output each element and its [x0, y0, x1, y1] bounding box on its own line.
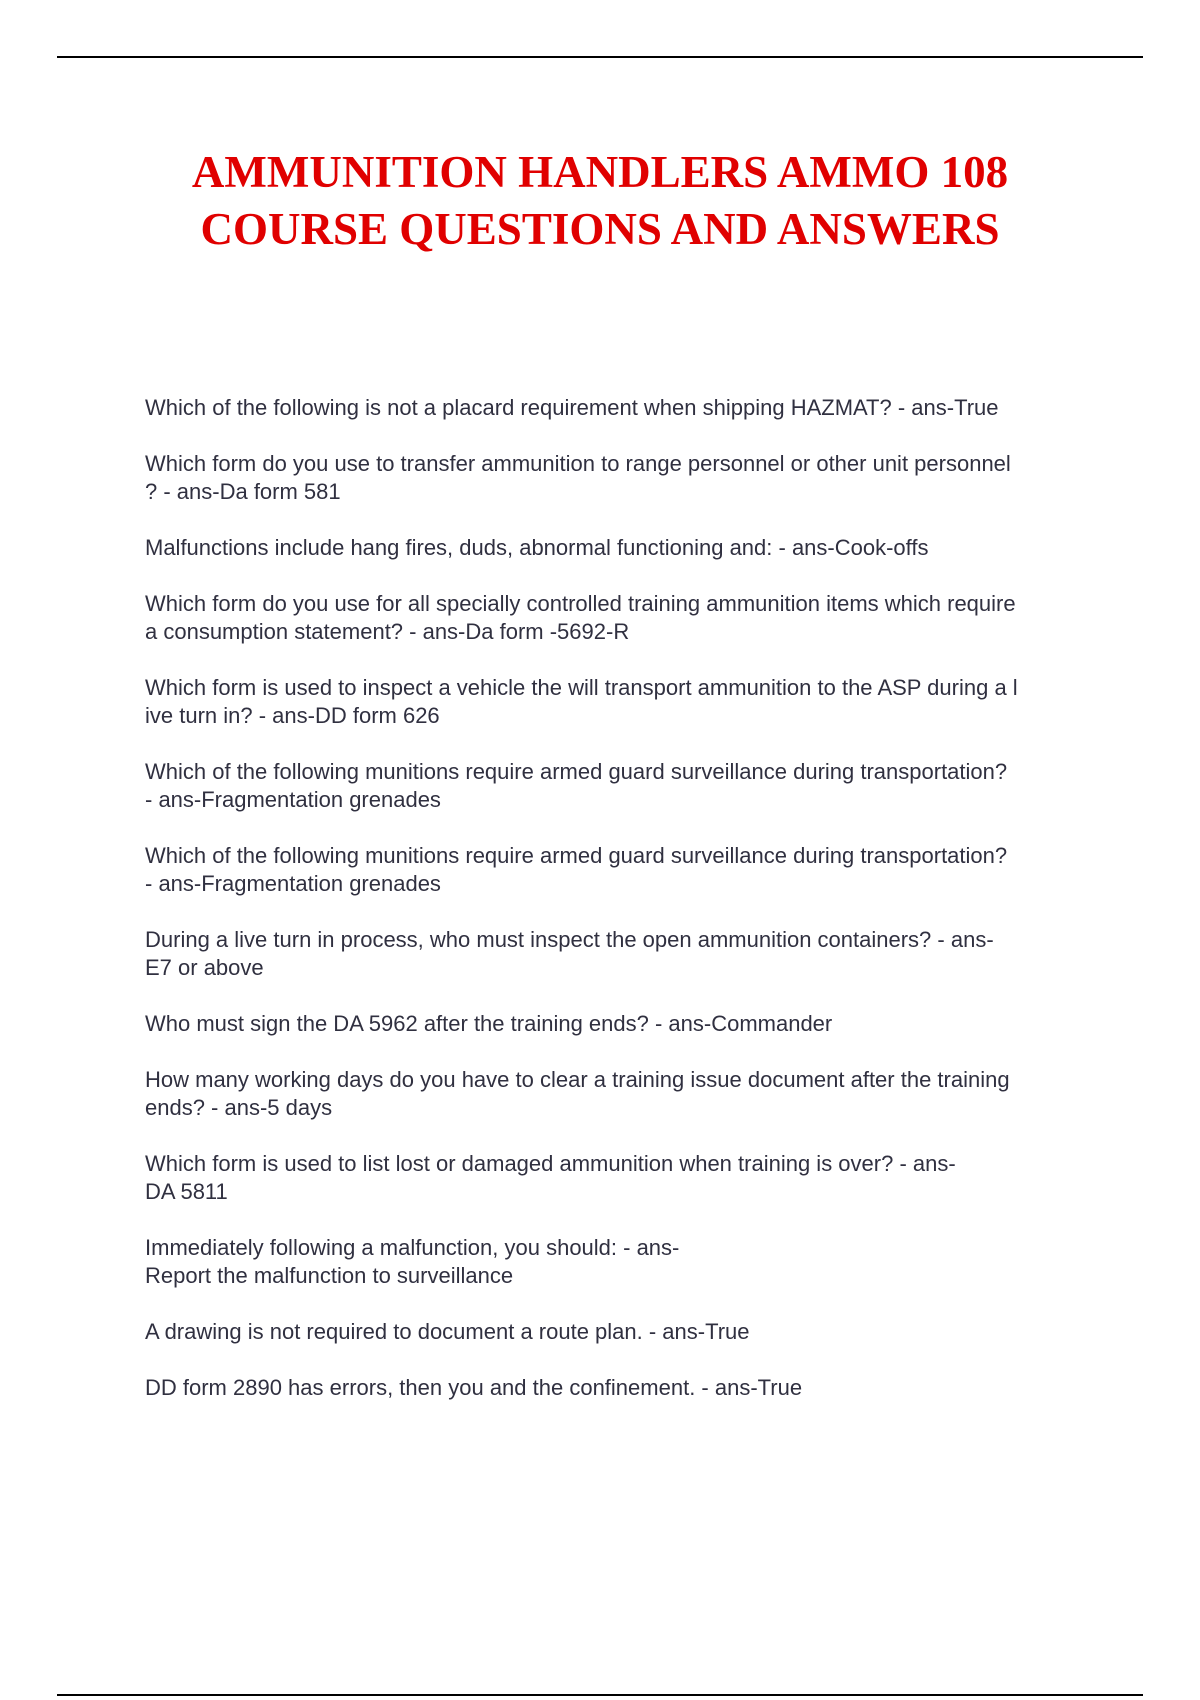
qa-item: Which form do you use to transfer ammunition to range personnel or other unit personnel ? - ans-Da form 581	[145, 451, 1011, 504]
qa-item: Malfunctions include hang fires, duds, abnormal functioning and: - ans-Cook-offs	[145, 535, 929, 560]
qa-item: How many working days do you have to clear a training issue document after the training ends? - ans-5 days	[145, 1067, 1010, 1120]
title-line-1: AMMUNITION HANDLERS AMMO 108	[191, 147, 1009, 197]
qa-item: Which form is used to inspect a vehicle the will transport ammunition to the ASP during a l ive turn in? - ans-DD form 626	[145, 675, 1018, 728]
qa-item: Which form is used to list lost or damaged ammunition when training is over? - ans- DA 5811	[145, 1151, 956, 1204]
qa-item: Which form do you use for all specially controlled training ammunition items which require a consumption statement? - ans-Da form -5692-R	[145, 591, 1016, 644]
qa-item: Which of the following munitions require armed guard surveillance during transportation? - ans-Fragmentation grenades	[145, 759, 1008, 812]
qa-item: Immediately following a malfunction, you should: - ans- Report the malfunction to surveillance	[145, 1235, 680, 1288]
title-line-2: COURSE QUESTIONS AND ANSWERS	[200, 204, 1000, 254]
bottom-divider	[57, 1694, 1143, 1696]
qa-item: DD form 2890 has errors, then you and the confinement. - ans-True	[145, 1375, 803, 1400]
top-divider	[57, 56, 1143, 58]
qa-item: Which of the following munitions require armed guard surveillance during transportation? - ans-Fragmentation grenades	[145, 843, 1008, 896]
qa-item: A drawing is not required to document a route plan. - ans-True	[145, 1319, 750, 1344]
qa-item: During a live turn in process, who must inspect the open ammunition containers? - ans- E7 or above	[145, 927, 994, 980]
document-title	[60, 144, 1140, 258]
qa-item: Which of the following is not a placard requirement when shipping HAZMAT? - ans-True	[145, 395, 999, 420]
qa-item: Who must sign the DA 5962 after the training ends? - ans-Commander	[145, 1011, 833, 1036]
qa-list	[145, 394, 1095, 1430]
